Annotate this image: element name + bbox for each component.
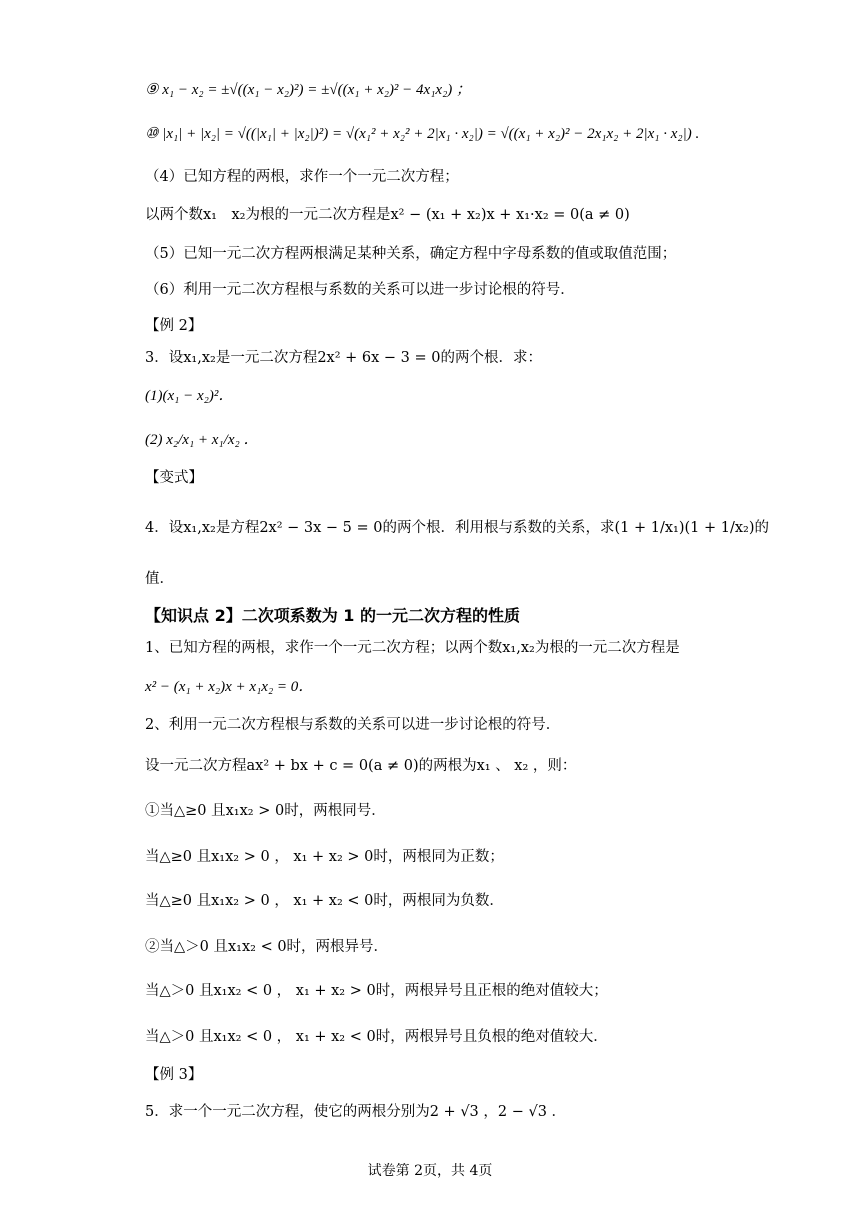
variant-heading: 【变式】 <box>145 470 203 486</box>
kp2-item-2: 2、利用一元二次方程根与系数的关系可以进一步讨论根的符号． <box>145 717 561 733</box>
point-4: （4）已知方程的两根，求作一个一元二次方程； <box>145 169 459 185</box>
case-2: ②当△＞0 且x₁x₂ < 0时，两根异号． <box>145 939 389 955</box>
formula-10: ⑩ |x₁| + |x₂| = √((|x₁| + |x₂|)²) = √(x₁² + x₂² + 2|x₁ · x₂|) = √((x₁ + x₂)² − 2x₁x₂ + 2|x₁ · x₂|) . <box>145 126 700 142</box>
point-5: （5）已知一元二次方程两根满足某种关系，确定方程中字母系数的值或取值范围； <box>145 246 677 262</box>
page-footer: 试卷第 2页，共 4页 <box>367 1163 493 1179</box>
question-4-continued: 值． <box>145 571 174 587</box>
example-3-heading: 【例 3】 <box>145 1067 203 1083</box>
case-1b: 当△≥0 且x₁x₂ > 0 ， x₁ + x₂ < 0时，两根同为负数． <box>145 893 504 909</box>
case-1a: 当△≥0 且x₁x₂ > 0 ， x₁ + x₂ > 0时，两根同为正数； <box>145 849 504 865</box>
kp2-setup: 设一元二次方程ax² + bx + c = 0(a ≠ 0)的两根为x₁ 、 x₂ ，则： <box>145 758 577 774</box>
kp2-item-1: 1、已知方程的两根，求作一个一元二次方程；以两个数x₁,x₂为根的一元二次方程是 <box>145 640 680 656</box>
point-6: （6）利用一元二次方程根与系数的关系可以进一步讨论根的符号． <box>145 282 575 298</box>
case-2a: 当△＞0 且x₁x₂ < 0 ， x₁ + x₂ > 0时，两根异号且正根的绝对值较大； <box>145 983 608 999</box>
point-4-formula: 以两个数x₁ x₂为根的一元二次方程是x² − (x₁ + x₂)x + x₁·x₂ = 0(a ≠ 0) <box>145 207 630 223</box>
question-3-part-2: (2) x₂/x₁ + x₁/x₂ ． <box>145 432 259 448</box>
question-5: 5．求一个一元二次方程，使它的两根分别为2 + √3 ，2 − √3 ． <box>145 1104 567 1120</box>
case-1: ①当△≥0 且x₁x₂ > 0时，两根同号． <box>145 803 386 819</box>
question-4: 4．设x₁,x₂是方程2x² − 3x − 5 = 0的两个根．利用根与系数的关系，求(1 + 1/x₁)(1 + 1/x₂)的 <box>145 520 770 536</box>
question-3: 3．设x₁,x₂是一元二次方程2x² + 6x − 3 = 0的两个根．求： <box>145 350 542 366</box>
knowledge-point-2-heading: 【知识点 2】二次项系数为 1 的一元二次方程的性质 <box>145 606 520 625</box>
kp2-item-1-formula: x² − (x₁ + x₂)x + x₁x₂ = 0． <box>145 679 314 695</box>
question-3-part-1: (1)(x₁ − x₂)²． <box>145 388 234 404</box>
formula-9: ⑨ x₁ − x₂ = ±√((x₁ − x₂)²) = ±√((x₁ + x₂)² − 4x₁x₂) ； <box>145 82 472 98</box>
case-2b: 当△＞0 且x₁x₂ < 0 ， x₁ + x₂ < 0时，两根异号且负根的绝对值较大． <box>145 1029 608 1045</box>
example-2-heading: 【例 2】 <box>145 318 203 334</box>
